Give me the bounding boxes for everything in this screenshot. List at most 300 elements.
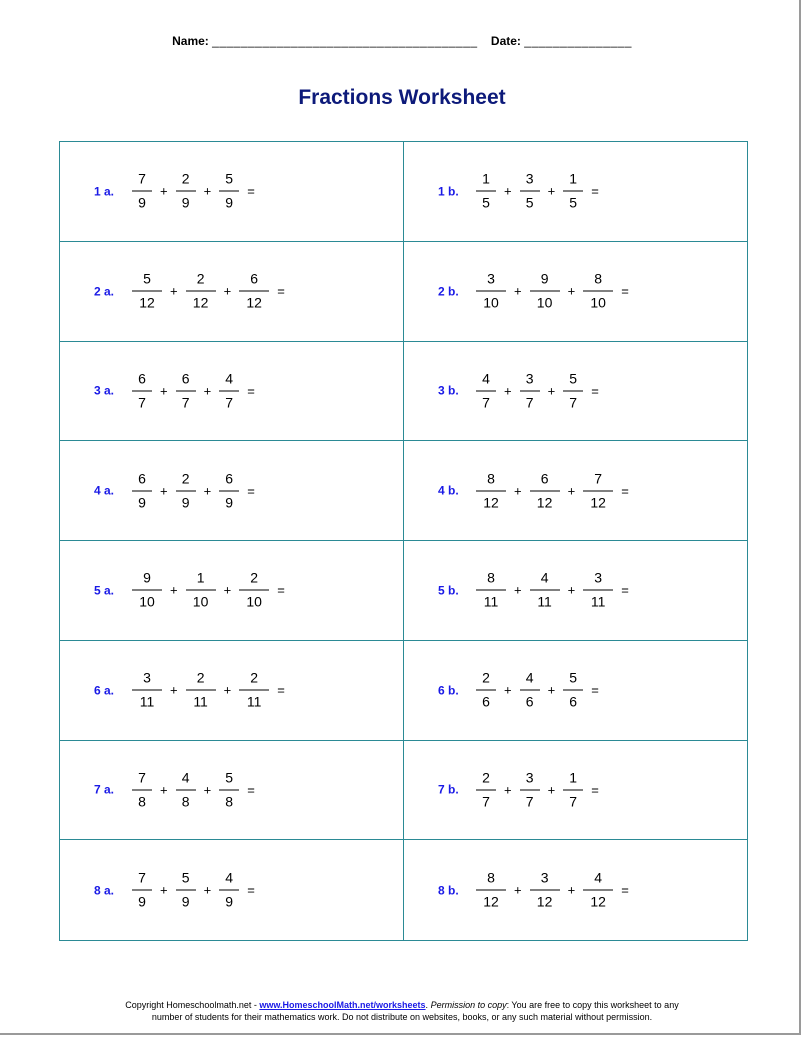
fraction-bar — [520, 789, 540, 790]
problem — [94, 171, 263, 212]
numerator: 4 — [525, 669, 534, 686]
fraction-bar — [583, 291, 613, 292]
fraction — [176, 470, 196, 511]
equals-sign: = — [277, 682, 285, 698]
fraction-bar — [176, 789, 196, 790]
numerator: 3 — [594, 569, 603, 586]
footer-line-2: number of students for their mathematics work. Do not distribute on websites, books, or any such material without permission. — [151, 1012, 653, 1022]
numerator: 1 — [569, 769, 578, 786]
fraction-bar — [520, 690, 540, 691]
fraction — [239, 570, 269, 611]
denominator: 8 — [181, 793, 190, 810]
plus-sign: + — [223, 582, 232, 598]
numerator: 4 — [482, 370, 490, 387]
fraction-bar — [530, 291, 560, 292]
equals-sign: = — [591, 782, 599, 798]
fraction — [132, 570, 162, 611]
equals-sign: = — [247, 383, 255, 399]
denominator: 10 — [590, 294, 606, 311]
problem-cell — [60, 641, 404, 741]
fraction — [530, 570, 560, 611]
problem-cell — [404, 342, 747, 442]
numerator: 6 — [138, 470, 146, 487]
denominator: 7 — [482, 793, 490, 810]
fraction-bar — [583, 590, 613, 591]
denominator: 12 — [536, 494, 553, 511]
plus-sign: + — [567, 483, 576, 499]
fraction-bar — [132, 789, 152, 790]
equals-sign: = — [277, 582, 285, 598]
denominator: 10 — [139, 593, 155, 610]
plus-sign: + — [203, 383, 212, 399]
equals-sign: = — [277, 283, 285, 299]
numerator: 2 — [482, 769, 490, 786]
numerator: 4 — [594, 869, 603, 886]
fraction-bar — [563, 191, 583, 192]
denominator: 7 — [482, 394, 490, 411]
fraction — [530, 271, 560, 312]
fraction — [132, 769, 152, 810]
footer-after-link: . — [425, 1000, 431, 1010]
numerator: 8 — [594, 270, 603, 287]
worksheet-title: Fractions Worksheet — [298, 86, 506, 109]
problem-cell — [404, 541, 747, 641]
numerator: 9 — [540, 270, 549, 287]
fraction-bar — [530, 890, 560, 891]
fraction — [530, 470, 560, 511]
plus-sign: + — [567, 882, 576, 898]
footer-line-1 — [0, 999, 804, 1011]
denominator: 11 — [590, 593, 606, 610]
numerator: 4 — [225, 370, 234, 387]
numerator: 6 — [540, 470, 549, 487]
problem — [94, 870, 263, 911]
plus-sign: + — [160, 183, 168, 199]
fraction — [186, 271, 216, 312]
plus-sign: + — [170, 283, 178, 299]
numerator: 5 — [569, 370, 578, 387]
numerator: 1 — [482, 170, 490, 187]
fraction — [132, 171, 152, 212]
problem-grid — [59, 141, 748, 941]
fraction — [583, 870, 613, 911]
plus-sign: + — [567, 283, 576, 299]
fraction-bar — [520, 390, 540, 391]
denominator: 9 — [138, 494, 146, 511]
plus-sign: + — [203, 183, 212, 199]
numerator: 3 — [525, 769, 534, 786]
problem-label: 5 a. — [94, 583, 115, 598]
problem — [438, 271, 637, 312]
denominator: 10 — [192, 593, 209, 610]
denominator: 7 — [569, 394, 578, 411]
fraction-bar — [186, 690, 216, 691]
problem — [438, 370, 607, 411]
fraction — [219, 370, 239, 411]
numerator: 2 — [181, 470, 190, 487]
problem — [438, 171, 607, 212]
numerator: 3 — [525, 370, 534, 387]
plus-sign: + — [223, 283, 232, 299]
problem-cell — [404, 641, 747, 741]
equals-sign: = — [621, 283, 629, 299]
fraction — [476, 670, 496, 711]
denominator: 8 — [138, 793, 146, 810]
equals-sign: = — [621, 483, 629, 499]
plus-sign: + — [504, 183, 512, 199]
numerator: 5 — [225, 769, 234, 786]
plus-sign: + — [160, 383, 168, 399]
fraction-bar — [219, 191, 239, 192]
fraction-bar — [132, 291, 162, 292]
numerator: 2 — [250, 569, 259, 586]
numerator: 8 — [487, 569, 495, 586]
fraction — [219, 769, 239, 810]
fraction — [186, 670, 216, 711]
plus-sign: + — [160, 483, 168, 499]
problem-label: 8 a. — [94, 883, 115, 898]
fraction-bar — [563, 789, 583, 790]
numerator: 5 — [143, 270, 151, 287]
date-blank: _______________ — [524, 34, 632, 48]
problem — [94, 470, 263, 511]
fraction — [520, 171, 540, 212]
numerator: 5 — [225, 170, 234, 187]
footer-permission-label: Permission to copy — [430, 1000, 507, 1010]
numerator: 8 — [487, 470, 495, 487]
numerator: 4 — [540, 569, 549, 586]
denominator: 11 — [193, 693, 208, 710]
plus-sign: + — [514, 582, 522, 598]
plus-sign: + — [203, 882, 212, 898]
plus-sign: + — [160, 782, 168, 798]
fraction-bar — [239, 291, 269, 292]
equals-sign: = — [247, 483, 255, 499]
fraction — [176, 370, 196, 411]
footer-copyright: Copyright Homeschoolmath.net - — [125, 1000, 260, 1010]
numerator: 7 — [594, 470, 603, 487]
problem — [438, 570, 637, 611]
fraction-bar — [530, 590, 560, 591]
problem-cell — [404, 741, 747, 841]
fraction — [563, 171, 583, 212]
denominator: 10 — [246, 593, 262, 610]
plus-sign: + — [514, 283, 522, 299]
denominator: 9 — [138, 194, 146, 211]
numerator: 1 — [569, 170, 578, 187]
fraction-bar — [476, 390, 496, 391]
problem-label: 3 b. — [438, 383, 459, 398]
denominator: 9 — [225, 893, 234, 910]
problem — [94, 570, 293, 611]
fraction — [476, 470, 506, 511]
denominator: 9 — [138, 893, 146, 910]
fraction — [132, 370, 152, 411]
fraction — [219, 470, 239, 511]
denominator: 12 — [590, 893, 606, 910]
plus-sign: + — [547, 682, 556, 698]
fraction-bar — [186, 590, 216, 591]
fraction — [476, 370, 496, 411]
fraction-bar — [132, 690, 162, 691]
fraction-bar — [583, 490, 613, 491]
denominator: 12 — [536, 893, 553, 910]
problem-cell — [404, 840, 747, 940]
plus-sign: + — [223, 682, 232, 698]
fraction-bar — [219, 390, 239, 391]
fraction — [583, 271, 613, 312]
problem-cell — [60, 242, 404, 342]
denominator: 7 — [569, 793, 578, 810]
problem — [94, 271, 293, 312]
plus-sign: + — [170, 582, 178, 598]
equals-sign: = — [591, 183, 599, 199]
problem-label: 1 b. — [438, 184, 459, 199]
numerator: 7 — [138, 170, 146, 187]
problem-label: 8 b. — [438, 883, 459, 898]
equals-sign: = — [591, 383, 599, 399]
fraction — [583, 570, 613, 611]
denominator: 12 — [483, 494, 499, 511]
denominator: 8 — [225, 793, 234, 810]
problem-label: 4 b. — [438, 483, 459, 498]
fraction — [476, 171, 496, 212]
denominator: 11 — [139, 693, 155, 710]
denominator: 7 — [525, 793, 534, 810]
fraction-bar — [176, 490, 196, 491]
denominator: 7 — [225, 394, 234, 411]
fraction — [476, 769, 496, 810]
fraction — [563, 370, 583, 411]
numerator: 7 — [138, 869, 146, 886]
fraction — [239, 670, 269, 711]
fraction-bar — [476, 789, 496, 790]
footer-permission-text: : You are free to copy this worksheet to any — [506, 1000, 679, 1010]
plus-sign: + — [160, 882, 168, 898]
numerator: 6 — [250, 270, 259, 287]
problem — [94, 670, 293, 711]
denominator: 11 — [537, 593, 552, 610]
fraction — [520, 670, 540, 711]
fraction-bar — [476, 191, 496, 192]
plus-sign: + — [203, 483, 212, 499]
problem-label: 6 b. — [438, 683, 459, 698]
name-blank: _____________________________________ — [212, 34, 478, 48]
fraction-bar — [176, 890, 196, 891]
equals-sign: = — [621, 582, 629, 598]
fraction-bar — [476, 590, 506, 591]
plus-sign: + — [504, 383, 512, 399]
equals-sign: = — [247, 782, 255, 798]
problem-cell — [60, 741, 404, 841]
fraction — [583, 470, 613, 511]
numerator: 3 — [487, 270, 495, 287]
denominator: 12 — [483, 893, 499, 910]
denominator: 7 — [525, 394, 534, 411]
fraction-bar — [132, 390, 152, 391]
equals-sign: = — [621, 882, 629, 898]
equals-sign: = — [591, 682, 599, 698]
problem — [438, 670, 607, 711]
problem-cell — [60, 541, 404, 641]
numerator: 2 — [196, 669, 205, 686]
fraction — [176, 769, 196, 810]
numerator: 6 — [138, 370, 146, 387]
fraction — [132, 470, 152, 511]
denominator: 9 — [181, 494, 190, 511]
numerator: 3 — [525, 170, 534, 187]
numerator: 3 — [143, 669, 151, 686]
fraction — [520, 769, 540, 810]
denominator: 6 — [569, 693, 578, 710]
fraction-bar — [186, 291, 216, 292]
problem-label: 3 a. — [94, 383, 115, 398]
plus-sign: + — [547, 383, 556, 399]
numerator: 2 — [482, 669, 490, 686]
fraction — [176, 171, 196, 212]
fraction — [476, 570, 506, 611]
numerator: 5 — [569, 669, 578, 686]
fraction — [239, 271, 269, 312]
fraction-bar — [219, 490, 239, 491]
denominator: 9 — [181, 194, 190, 211]
fraction-bar — [132, 590, 162, 591]
denominator: 9 — [225, 494, 234, 511]
denominator: 11 — [483, 593, 499, 610]
fraction — [176, 870, 196, 911]
numerator: 9 — [143, 569, 151, 586]
denominator: 7 — [138, 394, 146, 411]
denominator: 10 — [536, 294, 553, 311]
fraction — [219, 171, 239, 212]
numerator: 2 — [181, 170, 190, 187]
fraction-bar — [176, 191, 196, 192]
denominator: 5 — [525, 194, 534, 211]
problem-cell — [60, 441, 404, 541]
numerator: 2 — [250, 669, 259, 686]
problem-cell — [404, 242, 747, 342]
numerator: 4 — [181, 769, 190, 786]
problem-label: 4 a. — [94, 483, 115, 498]
problem-label: 6 a. — [94, 683, 115, 698]
equals-sign: = — [247, 183, 255, 199]
numerator: 1 — [196, 569, 205, 586]
problem-cell — [404, 441, 747, 541]
fraction-bar — [583, 890, 613, 891]
plus-sign: + — [567, 582, 576, 598]
date-label: Date: — [490, 34, 521, 48]
numerator: 3 — [540, 869, 549, 886]
fraction — [476, 870, 506, 911]
fraction-bar — [563, 690, 583, 691]
fraction — [132, 870, 152, 911]
fraction-bar — [219, 789, 239, 790]
problem-label: 2 b. — [438, 284, 459, 299]
fraction — [132, 271, 162, 312]
denominator: 7 — [181, 394, 190, 411]
name-label: Name: — [172, 34, 209, 48]
fraction-bar — [476, 490, 506, 491]
denominator: 6 — [525, 693, 534, 710]
fraction — [520, 370, 540, 411]
numerator: 6 — [225, 470, 234, 487]
fraction-bar — [476, 690, 496, 691]
plus-sign: + — [170, 682, 178, 698]
denominator: 10 — [483, 294, 499, 311]
plus-sign: + — [514, 882, 522, 898]
fraction-bar — [239, 690, 269, 691]
fraction-bar — [239, 590, 269, 591]
plus-sign: + — [514, 483, 522, 499]
fraction-bar — [476, 890, 506, 891]
problem-label: 7 a. — [94, 782, 115, 797]
problem-label: 2 a. — [94, 284, 115, 299]
problem-cell — [60, 142, 404, 242]
name-date-line — [0, 34, 804, 48]
numerator: 8 — [487, 869, 495, 886]
denominator: 12 — [192, 294, 209, 311]
denominator: 9 — [181, 893, 190, 910]
fraction — [563, 769, 583, 810]
plus-sign: + — [504, 682, 512, 698]
denominator: 12 — [139, 294, 155, 311]
denominator: 12 — [246, 294, 262, 311]
numerator: 2 — [196, 270, 205, 287]
fraction-bar — [176, 390, 196, 391]
fraction — [132, 670, 162, 711]
numerator: 6 — [181, 370, 190, 387]
problem — [94, 769, 263, 810]
denominator: 12 — [590, 494, 606, 511]
footer — [0, 999, 804, 1023]
fraction — [476, 271, 506, 312]
footer-link[interactable]: www.HomeschoolMath.net/worksheets — [259, 1000, 426, 1010]
problem — [94, 370, 263, 411]
problem — [438, 870, 637, 911]
fraction — [186, 570, 216, 611]
problem-cell — [60, 342, 404, 442]
fraction-bar — [530, 490, 560, 491]
plus-sign: + — [203, 782, 212, 798]
plus-sign: + — [504, 782, 512, 798]
fraction-bar — [132, 890, 152, 891]
numerator: 4 — [225, 869, 234, 886]
numerator: 5 — [181, 869, 190, 886]
fraction-bar — [563, 390, 583, 391]
problem-label: 5 b. — [438, 583, 459, 598]
equals-sign: = — [247, 882, 255, 898]
denominator: 11 — [246, 693, 262, 710]
plus-sign: + — [547, 183, 556, 199]
fraction-bar — [520, 191, 540, 192]
plus-sign: + — [547, 782, 556, 798]
fraction — [563, 670, 583, 711]
fraction-bar — [476, 291, 506, 292]
fraction-bar — [132, 490, 152, 491]
problem-cell — [60, 840, 404, 940]
fraction-bar — [132, 191, 152, 192]
problem-label: 1 a. — [94, 184, 115, 199]
fraction — [219, 870, 239, 911]
fraction-bar — [219, 890, 239, 891]
problem-cell — [404, 142, 747, 242]
problem — [438, 470, 637, 511]
denominator: 9 — [225, 194, 234, 211]
problem — [438, 769, 607, 810]
denominator: 5 — [482, 194, 490, 211]
denominator: 5 — [569, 194, 578, 211]
problem-label: 7 b. — [438, 782, 459, 797]
